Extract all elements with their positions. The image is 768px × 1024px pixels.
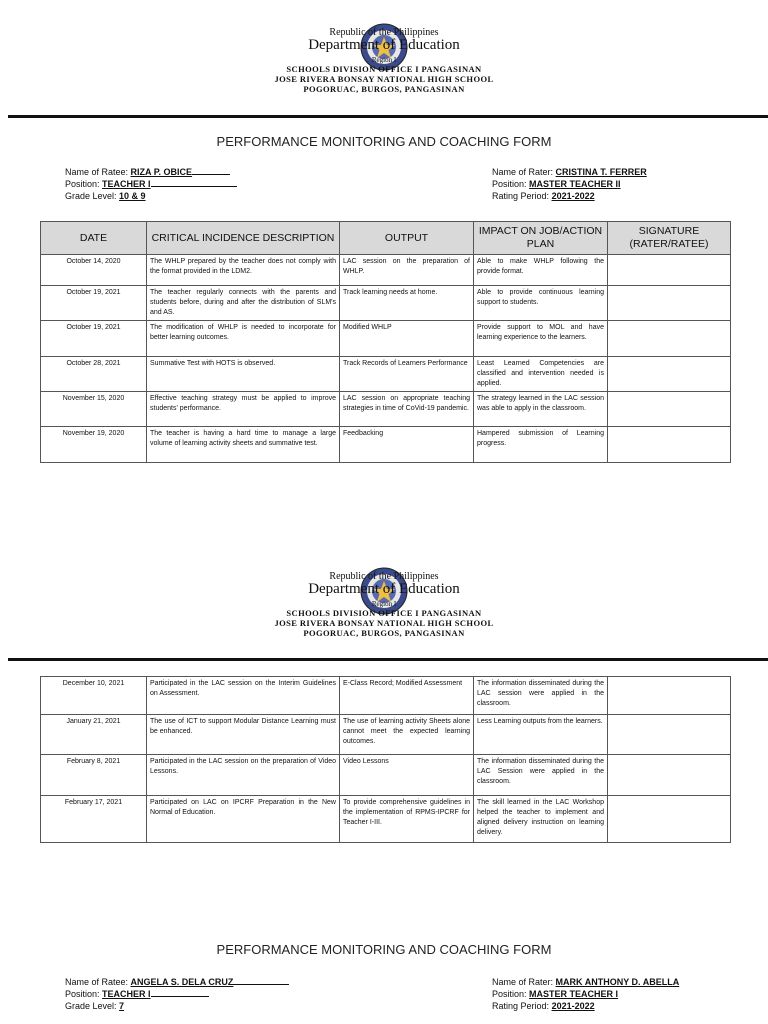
ratee-label: Name of Ratee: bbox=[65, 167, 129, 177]
cell-output: Track Records of Learners Performance bbox=[340, 357, 474, 392]
cell-description: Participated on LAC on IPCRF Preparation in the New Normal of Education. bbox=[147, 796, 340, 843]
division-text: SCHOOLS DIVISION OFFICE I PANGASINAN bbox=[286, 64, 482, 74]
cell-date: February 8, 2021 bbox=[41, 755, 147, 796]
period-label: Rating Period: bbox=[492, 1001, 550, 1011]
cell-impact: The information disseminated during the LAC Session were applied in the classroom. bbox=[474, 755, 608, 796]
division-text: SCHOOLS DIVISION OFFICE I PANGASINAN bbox=[286, 608, 482, 618]
ratee-label: Name of Ratee: bbox=[65, 977, 129, 987]
col-header-signature: SIGNATURE (RATER/RATEE) bbox=[608, 222, 731, 255]
cell-impact: Least Learned Competencies are classified and intervention needed is applied. bbox=[474, 357, 608, 392]
ratee-position: TEACHER I bbox=[102, 989, 151, 999]
cell-description: The modification of WHLP is needed to incorporate for better learning outcomes. bbox=[147, 321, 340, 357]
cell-impact: The information disseminated during the LAC session were applied in the classroom. bbox=[474, 677, 608, 715]
cell-description: The use of ICT to support Modular Distance Learning must be enhanced. bbox=[147, 715, 340, 755]
cell-impact: The skill learned in the LAC Workshop helped the teacher to implement and aligned delivery instruction on learning delivery. bbox=[474, 796, 608, 843]
cell-signature[interactable] bbox=[608, 796, 731, 843]
table-row bbox=[41, 715, 731, 755]
cell-impact: Hampered submission of Learning progress. bbox=[474, 427, 608, 463]
rater-position-label: Position: bbox=[492, 179, 527, 189]
cell-output: Track learning needs at home. bbox=[340, 286, 474, 321]
position-label: Position: bbox=[65, 989, 100, 999]
cell-date: December 10, 2021 bbox=[41, 677, 147, 715]
ratee-position: TEACHER I bbox=[102, 179, 151, 189]
cell-date: January 21, 2021 bbox=[41, 715, 147, 755]
rater-position: MASTER TEACHER I bbox=[529, 989, 619, 999]
ratee-info bbox=[65, 976, 289, 1012]
rater-label: Name of Rater: bbox=[492, 977, 554, 987]
table-row bbox=[41, 321, 731, 357]
cell-date: October 28, 2021 bbox=[41, 357, 147, 392]
rater-position: MASTER TEACHER II bbox=[529, 179, 621, 189]
cell-date: February 17, 2021 bbox=[41, 796, 147, 843]
table-row bbox=[41, 392, 731, 427]
cell-date: October 19, 2021 bbox=[41, 286, 147, 321]
cell-signature[interactable] bbox=[608, 392, 731, 427]
ratee-name: ANGELA S. DELA CRUZ bbox=[130, 977, 234, 987]
cell-signature[interactable] bbox=[608, 755, 731, 796]
cell-description: The teacher is having a hard time to manage a large volume of learning activity sheets and summative test. bbox=[147, 427, 340, 463]
department-text: Department of Education bbox=[308, 37, 460, 53]
school-text: JOSE RIVERA BONSAY NATIONAL HIGH SCHOOL bbox=[274, 74, 494, 84]
cell-description: Participated in the LAC session on the preparation of Video Lessons. bbox=[147, 755, 340, 796]
cell-output: To provide comprehensive guidelines in the implementation of RPMS-IPCRF for Teacher I-III. bbox=[340, 796, 474, 843]
grade-label: Grade Level: bbox=[65, 1001, 117, 1011]
cell-signature[interactable] bbox=[608, 357, 731, 392]
cell-description: Summative Test with HOTS is observed. bbox=[147, 357, 340, 392]
position-label: Position: bbox=[65, 179, 100, 189]
cell-output: LAC session on appropriate teaching strategies in time of CoVid-19 pandemic. bbox=[340, 392, 474, 427]
cell-output: LAC session on the preparation of WHLP. bbox=[340, 255, 474, 286]
cell-signature[interactable] bbox=[608, 321, 731, 357]
address-text: POGORUAC, BURGOS, PANGASINAN bbox=[303, 628, 465, 638]
col-header-description: CRITICAL INCIDENCE DESCRIPTION bbox=[147, 222, 340, 255]
cell-impact: Less Learning outputs from the learners. bbox=[474, 715, 608, 755]
cell-impact: Able to provide continuous learning support to students. bbox=[474, 286, 608, 321]
cell-impact: Able to make WHLP following the provide format. bbox=[474, 255, 608, 286]
rater-info bbox=[492, 976, 679, 1012]
form-title: PERFORMANCE MONITORING AND COACHING FORM bbox=[216, 942, 552, 957]
header-divider bbox=[8, 658, 768, 661]
cell-output: Feedbacking bbox=[340, 427, 474, 463]
table-header-row bbox=[41, 222, 731, 255]
cell-description: Participated in the LAC session on the Interim Guidelines on Assessment. bbox=[147, 677, 340, 715]
region-text: Region I bbox=[371, 56, 397, 64]
grade-level: 7 bbox=[119, 1001, 125, 1011]
rating-period: 2021-2022 bbox=[551, 191, 595, 201]
cell-date: October 19, 2021 bbox=[41, 321, 147, 357]
rater-position-label: Position: bbox=[492, 989, 527, 999]
cell-impact: The strategy learned in the LAC session was able to apply in the classroom. bbox=[474, 392, 608, 427]
header-divider bbox=[8, 115, 768, 118]
period-label: Rating Period: bbox=[492, 191, 550, 201]
ratee-info bbox=[65, 166, 237, 202]
col-header-output: OUTPUT bbox=[340, 222, 474, 255]
cell-date: October 14, 2020 bbox=[41, 255, 147, 286]
cell-description: The teacher regularly connects with the parents and students before, during and after the distribution of SLM's and AS. bbox=[147, 286, 340, 321]
form-title: PERFORMANCE MONITORING AND COACHING FORM bbox=[216, 134, 552, 149]
cell-output: Modified WHLP bbox=[340, 321, 474, 357]
cell-signature[interactable] bbox=[608, 715, 731, 755]
col-header-impact: IMPACT ON JOB/ACTION PLAN bbox=[474, 222, 608, 255]
letterhead-2 bbox=[0, 566, 768, 638]
coaching-table-2 bbox=[40, 676, 731, 843]
cell-signature[interactable] bbox=[608, 677, 731, 715]
table-row bbox=[41, 255, 731, 286]
rating-period: 2021-2022 bbox=[551, 1001, 595, 1011]
cell-signature[interactable] bbox=[608, 427, 731, 463]
cell-impact: Provide support to MOL and have learning experience to the learners. bbox=[474, 321, 608, 357]
table-row bbox=[41, 677, 731, 715]
cell-date: November 19, 2020 bbox=[41, 427, 147, 463]
cell-description: The WHLP prepared by the teacher does not comply with the format provided in the LDM2. bbox=[147, 255, 340, 286]
table-row bbox=[41, 357, 731, 392]
rater-info bbox=[492, 166, 647, 202]
cell-output: E-Class Record; Modified Assessment bbox=[340, 677, 474, 715]
coaching-table-1 bbox=[40, 221, 731, 463]
cell-output: Video Lessons bbox=[340, 755, 474, 796]
table-row bbox=[41, 796, 731, 843]
table-row bbox=[41, 755, 731, 796]
cell-date: November 15, 2020 bbox=[41, 392, 147, 427]
cell-output: The use of learning activity Sheets alone cannot meet the expected learning outcomes. bbox=[340, 715, 474, 755]
republic-text: Republic of the Philippines bbox=[329, 571, 439, 582]
department-text: Department of Education bbox=[308, 581, 460, 597]
grade-label: Grade Level: bbox=[65, 191, 117, 201]
table-row bbox=[41, 427, 731, 463]
rater-label: Name of Rater: bbox=[492, 167, 554, 177]
cell-signature[interactable] bbox=[608, 255, 731, 286]
col-header-date: DATE bbox=[41, 222, 147, 255]
school-text: JOSE RIVERA BONSAY NATIONAL HIGH SCHOOL bbox=[274, 618, 494, 628]
rater-name: MARK ANTHONY D. ABELLA bbox=[555, 977, 680, 987]
rater-name: CRISTINA T. FERRER bbox=[555, 167, 647, 177]
grade-level: 10 & 9 bbox=[119, 191, 146, 201]
republic-text: Republic of the Philippines bbox=[329, 27, 439, 38]
cell-description: Effective teaching strategy must be applied to improve students' performance. bbox=[147, 392, 340, 427]
cell-signature[interactable] bbox=[608, 286, 731, 321]
ratee-name: RIZA P. OBICE bbox=[130, 167, 193, 177]
letterhead-1 bbox=[0, 22, 768, 94]
table-row bbox=[41, 286, 731, 321]
address-text: POGORUAC, BURGOS, PANGASINAN bbox=[303, 84, 465, 94]
region-text: Region I bbox=[371, 600, 397, 608]
